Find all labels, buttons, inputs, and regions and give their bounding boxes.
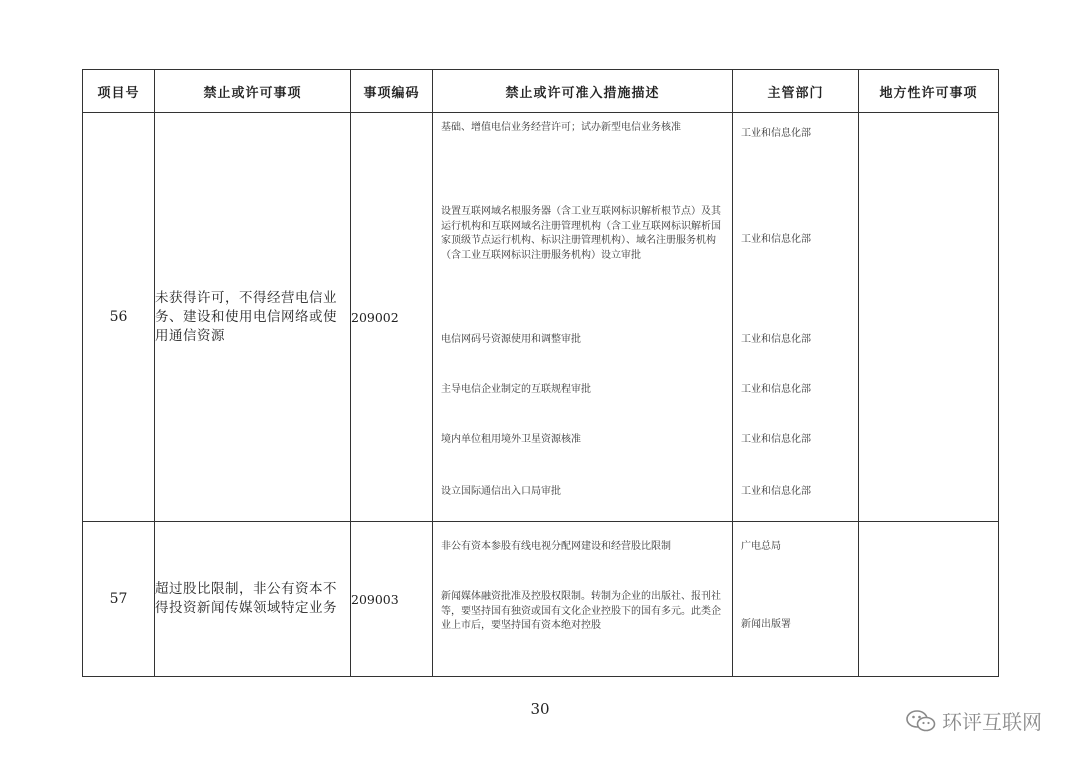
header-local-permit: 地方性许可事项 [859, 70, 999, 113]
department: 广电总局 [741, 541, 781, 552]
table-row [83, 522, 999, 677]
header-item: 禁止或许可事项 [155, 70, 351, 113]
department: 工业和信息化部 [741, 334, 811, 345]
header-project-no: 项目号 [83, 70, 155, 113]
measure-desc: 基础、增值电信业务经营许可；试办新型电信业务核准 [441, 122, 681, 133]
department: 工业和信息化部 [741, 128, 811, 139]
department: 工业和信息化部 [741, 434, 811, 445]
page-number: 30 [530, 700, 550, 718]
measure-departments [733, 113, 859, 522]
measure-desc: 主导电信企业制定的互联规程审批 [441, 384, 591, 395]
header-department: 主管部门 [733, 70, 859, 113]
item-text: 未获得许可，不得经营电信业务、建设和使用电信网络或使用通信资源 [155, 113, 351, 522]
watermark [906, 706, 1042, 735]
project-no: 56 [83, 113, 155, 522]
project-no: 57 [83, 522, 155, 677]
item-code: 209002 [351, 113, 433, 522]
table-row [83, 113, 999, 522]
measure-desc: 设置互联网域名根服务器（含工业互联网标识解析根节点）及其运行机构和互联网域名注册管理机构（含工业互联网标识解析国家顶级节点运行机构、标识注册管理机构）、域名注册服务机构（含工业互联网标识注册服务机构）设立审批 [441, 206, 721, 261]
department: 新闻出版署 [741, 619, 791, 630]
measure-desc: 新闻媒体融资批准及控股权限制。转制为企业的出版社、报刊社等，要坚持国有独资或国有文化企业控股下的国有多元。此类企业上市后，要坚持国有资本绝对控股 [441, 591, 721, 631]
header-description: 禁止或许可准入措施描述 [433, 70, 733, 113]
regulation-table [82, 69, 999, 677]
measure-desc: 设立国际通信出入口局审批 [441, 486, 561, 497]
department: 工业和信息化部 [741, 486, 811, 497]
header-code: 事项编码 [351, 70, 433, 113]
item-code: 209003 [351, 522, 433, 677]
local-permit-cell [859, 522, 999, 677]
measure-descriptions [433, 522, 733, 677]
measure-departments [733, 522, 859, 677]
department: 工业和信息化部 [741, 384, 811, 395]
item-text: 超过股比限制，非公有资本不得投资新闻传媒领域特定业务 [155, 522, 351, 677]
table-header-row [83, 70, 999, 113]
local-permit-cell [859, 113, 999, 522]
measure-desc: 境内单位租用境外卫星资源核准 [441, 434, 581, 445]
measure-descriptions [433, 113, 733, 522]
measure-desc: 非公有资本参股有线电视分配网建设和经营股比限制 [441, 541, 671, 552]
watermark-text: 环评互联网 [942, 710, 1042, 734]
wechat-icon [906, 709, 936, 733]
measure-desc: 电信网码号资源使用和调整审批 [441, 334, 581, 345]
department: 工业和信息化部 [741, 234, 811, 245]
